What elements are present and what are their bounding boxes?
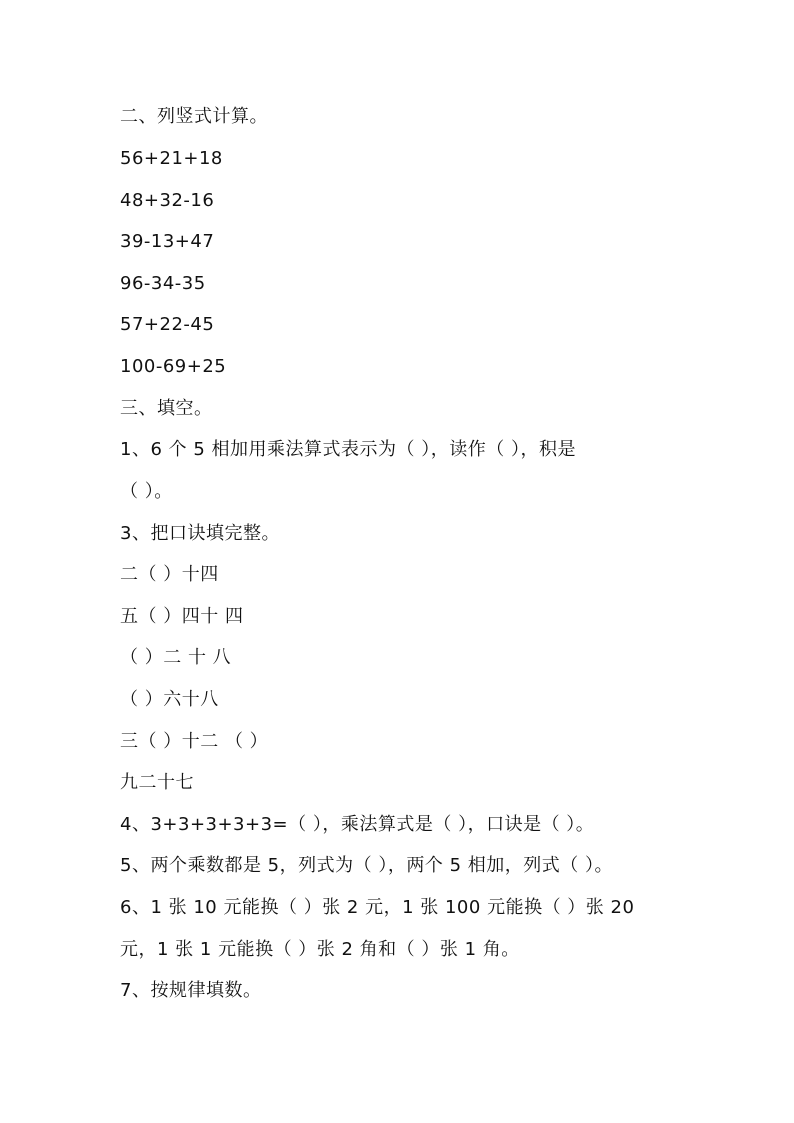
mnemonic-item-3: （ ）二 十 八 (120, 647, 232, 668)
problem-1: 56+21+18 (120, 148, 223, 169)
mnemonic-item-4: （ ）六十八 (120, 689, 219, 710)
mnemonic-item-2: 五（ ）四十 四 (120, 606, 244, 627)
mnemonic-item-6: 九二十七 (120, 772, 194, 793)
mnemonic-item-5: 三（ ）十二 （ ） (120, 731, 269, 752)
section3-heading: 三、填空。 (120, 398, 213, 419)
question-7: 7、按规律填数。 (120, 980, 262, 1001)
question-1-line1: 1、6 个 5 相加用乘法算式表示为（ ），读作（ ），积是 (120, 439, 576, 460)
problem-5: 57+22-45 (120, 314, 215, 335)
question-6-line1: 6、1 张 10 元能换（ ）张 2 元，1 张 100 元能换（ ）张 20 (120, 897, 635, 918)
problem-2: 48+32-16 (120, 190, 215, 211)
problem-6: 100-69+25 (120, 356, 227, 377)
question-3-title: 3、把口诀填完整。 (120, 523, 280, 544)
question-5: 5、两个乘数都是 5，列式为（ ），两个 5 相加，列式（ ）。 (120, 855, 613, 876)
question-4: 4、3+3+3+3+3=（ ），乘法算式是（ ），口诀是（ ）。 (120, 814, 595, 835)
problem-4: 96-34-35 (120, 273, 206, 294)
section2-heading: 二、列竖式计算。 (120, 106, 268, 127)
mnemonic-item-1: 二（ ）十四 (120, 564, 219, 585)
question-6-line2: 元，1 张 1 元能换（ ）张 2 角和（ ）张 1 角。 (120, 939, 520, 960)
question-1-line2: （ ）。 (120, 481, 173, 502)
problem-3: 39-13+47 (120, 231, 215, 252)
